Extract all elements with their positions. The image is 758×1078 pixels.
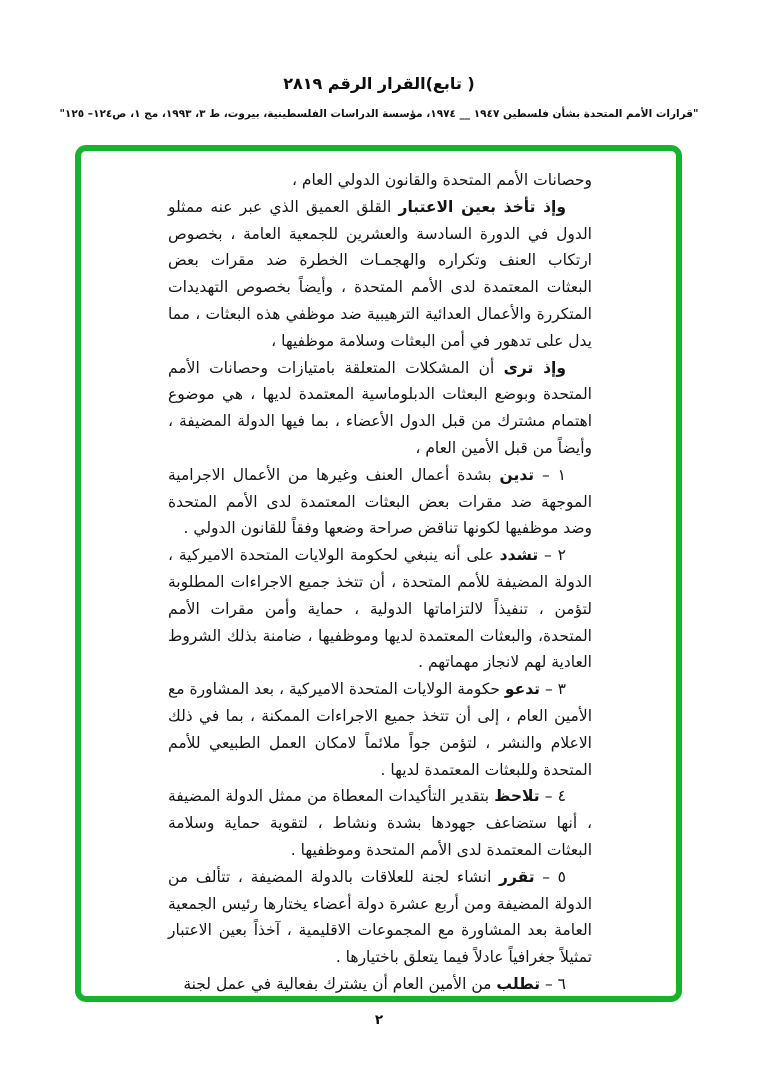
paragraph-text: أن المشكلات المتعلقة بامتيازات وحصانات الأمم المتحدة وبوضع البعثات الدبلوماسية المعتمدة لديها ، هي موضوع اهتمام مشترك من قبل الدول الأعضاء ، بما فيها الدولة المضيفة ، وأيضاً من قبل الأمين العام ،	[168, 358, 592, 457]
paragraph-text: على أنه ينبغي لحكومة الولايات المتحدة الاميركية ، الدولة المضيفة للأمم المتحدة ، أن تتخذ جميع الاجراءات المطلوبة لتؤمن ، تنفيذاً لالتزاماتها الدولية ، حماية وأمن مقرات الأمم المتحدة، والبعثات المعتمدة لديها وموظفيها ، ضامنة بذلك الشروط العادية لهم لانجاز مهماتهم .	[168, 546, 592, 672]
item-number: ٣ –	[540, 680, 566, 699]
paragraph-text: بتقدير التأكيدات المعطاة من ممثل الدولة المضيفة ، أنها ستضاعف جهودها بشدة ونشاط ، لتقوية حماية وسلامة البعثات المعتمدة لدى الأمم المتحدة وموظفيها .	[168, 787, 592, 859]
document-body	[168, 167, 592, 998]
item-number: ١ –	[534, 465, 566, 484]
paragraph	[168, 676, 592, 783]
paragraph-lead: تدين	[499, 465, 535, 484]
paragraph	[168, 167, 592, 194]
item-number: ٢ –	[538, 546, 566, 565]
paragraph	[168, 355, 592, 462]
paragraph	[168, 971, 592, 998]
paragraph-text: القلق العميق الذي عبر عنه ممثلو الدول في الدورة السادسة والعشرين للجمعية العامة ، بخصوص ارتكاب العنف وتكراره والهجمـات الخطرة ضد مقرات بعض البعثات المعتمدة لدى الأمم المتحدة ، وأيضاً بخصوص التهديدات المتكررة والأعمال العدائية الترهيبية ضد موظفي هذه البعثات ، مما يدل على تدهور في أمن البعثات وسلامة موظفيها ،	[168, 197, 592, 350]
resolution-title: ( تابع)القرار الرقم ٢٨١٩	[283, 74, 475, 93]
source-citation: "قرارات الأمم المتحدة بشأن فلسطين ١٩٤٧ __ ١٩٧٤، مؤسسة الدراسات الفلسطينية، بيروت، ط ٣، ١٩٩٣، مج ١، ص١٢٤– ١٢٥"	[59, 108, 699, 120]
paragraph	[168, 783, 592, 863]
paragraph-lead: وإذ ترى	[503, 358, 566, 377]
paragraph-lead: تشدد	[499, 546, 539, 565]
paragraph-lead: تدعو	[504, 680, 541, 699]
paragraph-lead: وإذ تأخذ بعين الاعتبار	[398, 197, 567, 216]
paragraph-lead: تطلب	[496, 974, 541, 993]
paragraph-lead: تلاحظ	[494, 787, 540, 806]
paragraph-text: بشدة أعمال العنف وغيرها من الأعمال الاجرامية الموجهة ضد مقرات بعض البعثات المعتمدة لدى الأمم المتحدة وضد موظفيها لكونها تناقض صراحة وضعها وفقاً للقانون الدولي .	[168, 465, 592, 538]
item-number: ٤ –	[539, 787, 566, 806]
paragraph-lead: تقرر	[499, 867, 535, 886]
item-number: ٥ –	[534, 867, 566, 886]
paragraph-text: من الأمين العام أن يشترك بفعالية في عمل لجنة	[183, 974, 497, 993]
paragraph	[168, 864, 592, 971]
paragraph-text: وحصانات الأمم المتحدة والقانون الدولي العام ،	[291, 171, 592, 189]
paragraph	[168, 194, 592, 355]
page-number: ٢	[374, 1012, 384, 1028]
paragraph	[168, 462, 592, 542]
item-number: ٦ –	[540, 974, 566, 993]
paragraph-text: حكومة الولايات المتحدة الاميركية ، بعد المشاورة مع الأمين العام ، إلى أن تتخذ جميع الاجراءات الممكنة ، بما في ذلك الاعلام والنشر ، لتؤمن جواً ملائماً لامكان العمل الطبيعي للأمم المتحدة وللبعثات المعتمدة لديها .	[168, 680, 592, 779]
paragraph-text: انشاء لجنة للعلاقات بالدولة المضيفة ، تتألف من الدولة المضيفة ومن أربع عشرة دولة أعضاء يختارها رئيس الجمعية العامة بعد المشاورة مع المجموعات الاقليمية ، آخذاً بعين الاعتبار تمثيلاً جغرافياً عادلاً فيما يتعلق باختيارها .	[168, 867, 592, 967]
paragraph	[168, 542, 592, 676]
